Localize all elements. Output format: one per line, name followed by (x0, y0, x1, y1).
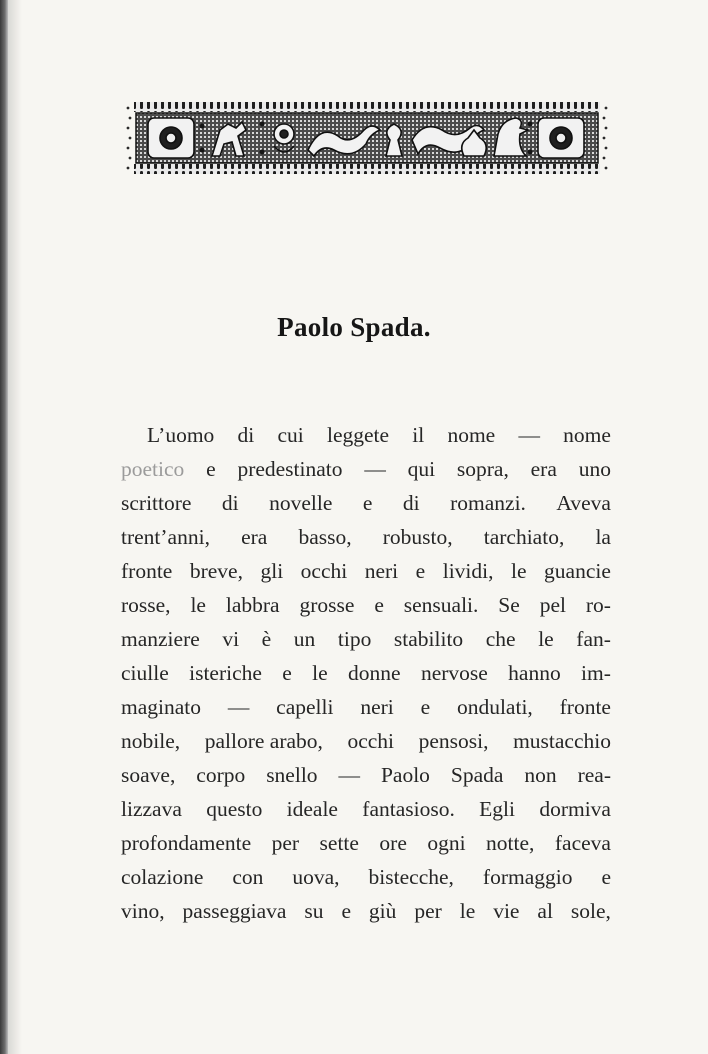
word: lividi, (442, 559, 494, 583)
word: fronte (121, 559, 173, 583)
text-line (121, 554, 611, 588)
word: le (312, 661, 328, 685)
word: cui (277, 423, 304, 447)
binding-shadow (8, 0, 22, 1054)
word: su (304, 899, 324, 923)
word: di (221, 491, 239, 515)
word: vie (493, 899, 520, 923)
word: poetico (121, 457, 185, 481)
word: fantasioso. (362, 797, 455, 821)
word: di (237, 423, 255, 447)
text-line (121, 486, 611, 520)
word: neri (360, 695, 394, 719)
word: fronte (559, 695, 611, 719)
word: tipo (337, 627, 372, 651)
word: uno (578, 457, 611, 481)
word: il (412, 423, 425, 447)
word: rea- (577, 763, 611, 787)
word: era (530, 457, 557, 481)
word: occhi (347, 729, 395, 753)
word: soave, (121, 763, 176, 787)
word: faceva (554, 831, 611, 855)
word: ro- (585, 593, 611, 617)
word: gli (260, 559, 284, 583)
word: le (459, 899, 476, 923)
word: le (538, 627, 554, 651)
word: L’uomo (147, 423, 215, 447)
word: mustacchio (513, 729, 611, 753)
word: per (271, 831, 300, 855)
word: scrittore (121, 491, 192, 515)
text-line (121, 452, 611, 486)
word: con (232, 865, 264, 889)
word: sole, (570, 899, 611, 923)
word: Spada (450, 763, 504, 787)
word: maginato (121, 695, 202, 719)
word: passeggiava (182, 899, 287, 923)
word: tarchiato, (483, 525, 565, 549)
word: corpo (196, 763, 246, 787)
body-text (121, 418, 611, 928)
word: al (537, 899, 553, 923)
word: fan- (576, 627, 611, 651)
text-line (121, 588, 611, 622)
word: per (414, 899, 442, 923)
book-binding-edge (0, 0, 8, 1054)
word: lizzava (121, 797, 182, 821)
text-line (121, 656, 611, 690)
word: leggete (326, 423, 390, 447)
word: neri (364, 559, 399, 583)
word: e (282, 661, 292, 685)
word: notte, (486, 831, 535, 855)
word: nome (447, 423, 496, 447)
word: — (227, 695, 250, 719)
word: Egli (479, 797, 515, 821)
word: e (601, 865, 611, 889)
word: ogni (427, 831, 466, 855)
word: romanzi. (450, 491, 526, 515)
text-line (121, 826, 611, 860)
word: stabilito (393, 627, 464, 651)
word: un (293, 627, 316, 651)
word: sensuali. (403, 593, 479, 617)
word: e (415, 559, 426, 583)
word: uova, (292, 865, 340, 889)
word: sette (319, 831, 359, 855)
word: trent’anni, (121, 525, 210, 549)
chapter-title: Paolo Spada. (277, 312, 431, 342)
text-line (121, 894, 611, 928)
word: hanno (508, 661, 561, 685)
text-line (121, 758, 611, 792)
word: non (524, 763, 557, 787)
word: e (420, 695, 431, 719)
text-line (121, 860, 611, 894)
word: predestinato (237, 457, 343, 481)
word: sopra, (456, 457, 509, 481)
word: labbra (225, 593, 280, 617)
word: dormiva (539, 797, 611, 821)
word: grosse (299, 593, 355, 617)
word: novelle (269, 491, 333, 515)
word: ore (379, 831, 407, 855)
word: robusto, (382, 525, 453, 549)
decorative-headpiece (124, 100, 610, 176)
word: e (341, 899, 351, 923)
text-line (121, 418, 611, 452)
word: donne (348, 661, 401, 685)
word: vino, (121, 899, 165, 923)
text-line (121, 690, 611, 724)
word: che (485, 627, 516, 651)
word: formaggio (482, 865, 573, 889)
word: rosse, (121, 593, 171, 617)
word: — (338, 763, 360, 787)
word: è (261, 627, 272, 651)
word: nervose (420, 661, 488, 685)
word: e (206, 457, 216, 481)
word: di (402, 491, 420, 515)
word: isteriche (189, 661, 262, 685)
word: nome (563, 423, 611, 447)
word: e (374, 593, 384, 617)
word: la (595, 525, 611, 549)
word: basso, (298, 525, 352, 549)
word: qui (407, 457, 436, 481)
word: pensosi, (418, 729, 489, 753)
word: capelli (276, 695, 334, 719)
word: questo (206, 797, 263, 821)
word: Se (498, 593, 520, 617)
word: pel (539, 593, 566, 617)
text-line (121, 724, 611, 758)
word: Aveva (556, 491, 611, 515)
word: le (511, 559, 527, 583)
word: guancie (544, 559, 611, 583)
word: pallore arabo, (204, 729, 323, 753)
word: e (362, 491, 373, 515)
word: manziere (121, 627, 200, 651)
word: bistecche, (368, 865, 454, 889)
word: era (241, 525, 268, 549)
word: snello (266, 763, 318, 787)
word: le (190, 593, 206, 617)
word: ideale (286, 797, 338, 821)
word: im- (581, 661, 611, 685)
word: — (518, 423, 540, 447)
word: ondulati, (456, 695, 533, 719)
word: nobile, (121, 729, 181, 753)
word: profondamente (121, 831, 252, 855)
word: vi (222, 627, 240, 651)
word: colazione (121, 865, 204, 889)
word: breve, (189, 559, 243, 583)
text-line (121, 520, 611, 554)
text-line (121, 622, 611, 656)
word: occhi (300, 559, 348, 583)
word: — (364, 457, 386, 481)
word: ciulle (121, 661, 169, 685)
text-line (121, 792, 611, 826)
word: Paolo (380, 763, 430, 787)
word: giù (368, 899, 397, 923)
